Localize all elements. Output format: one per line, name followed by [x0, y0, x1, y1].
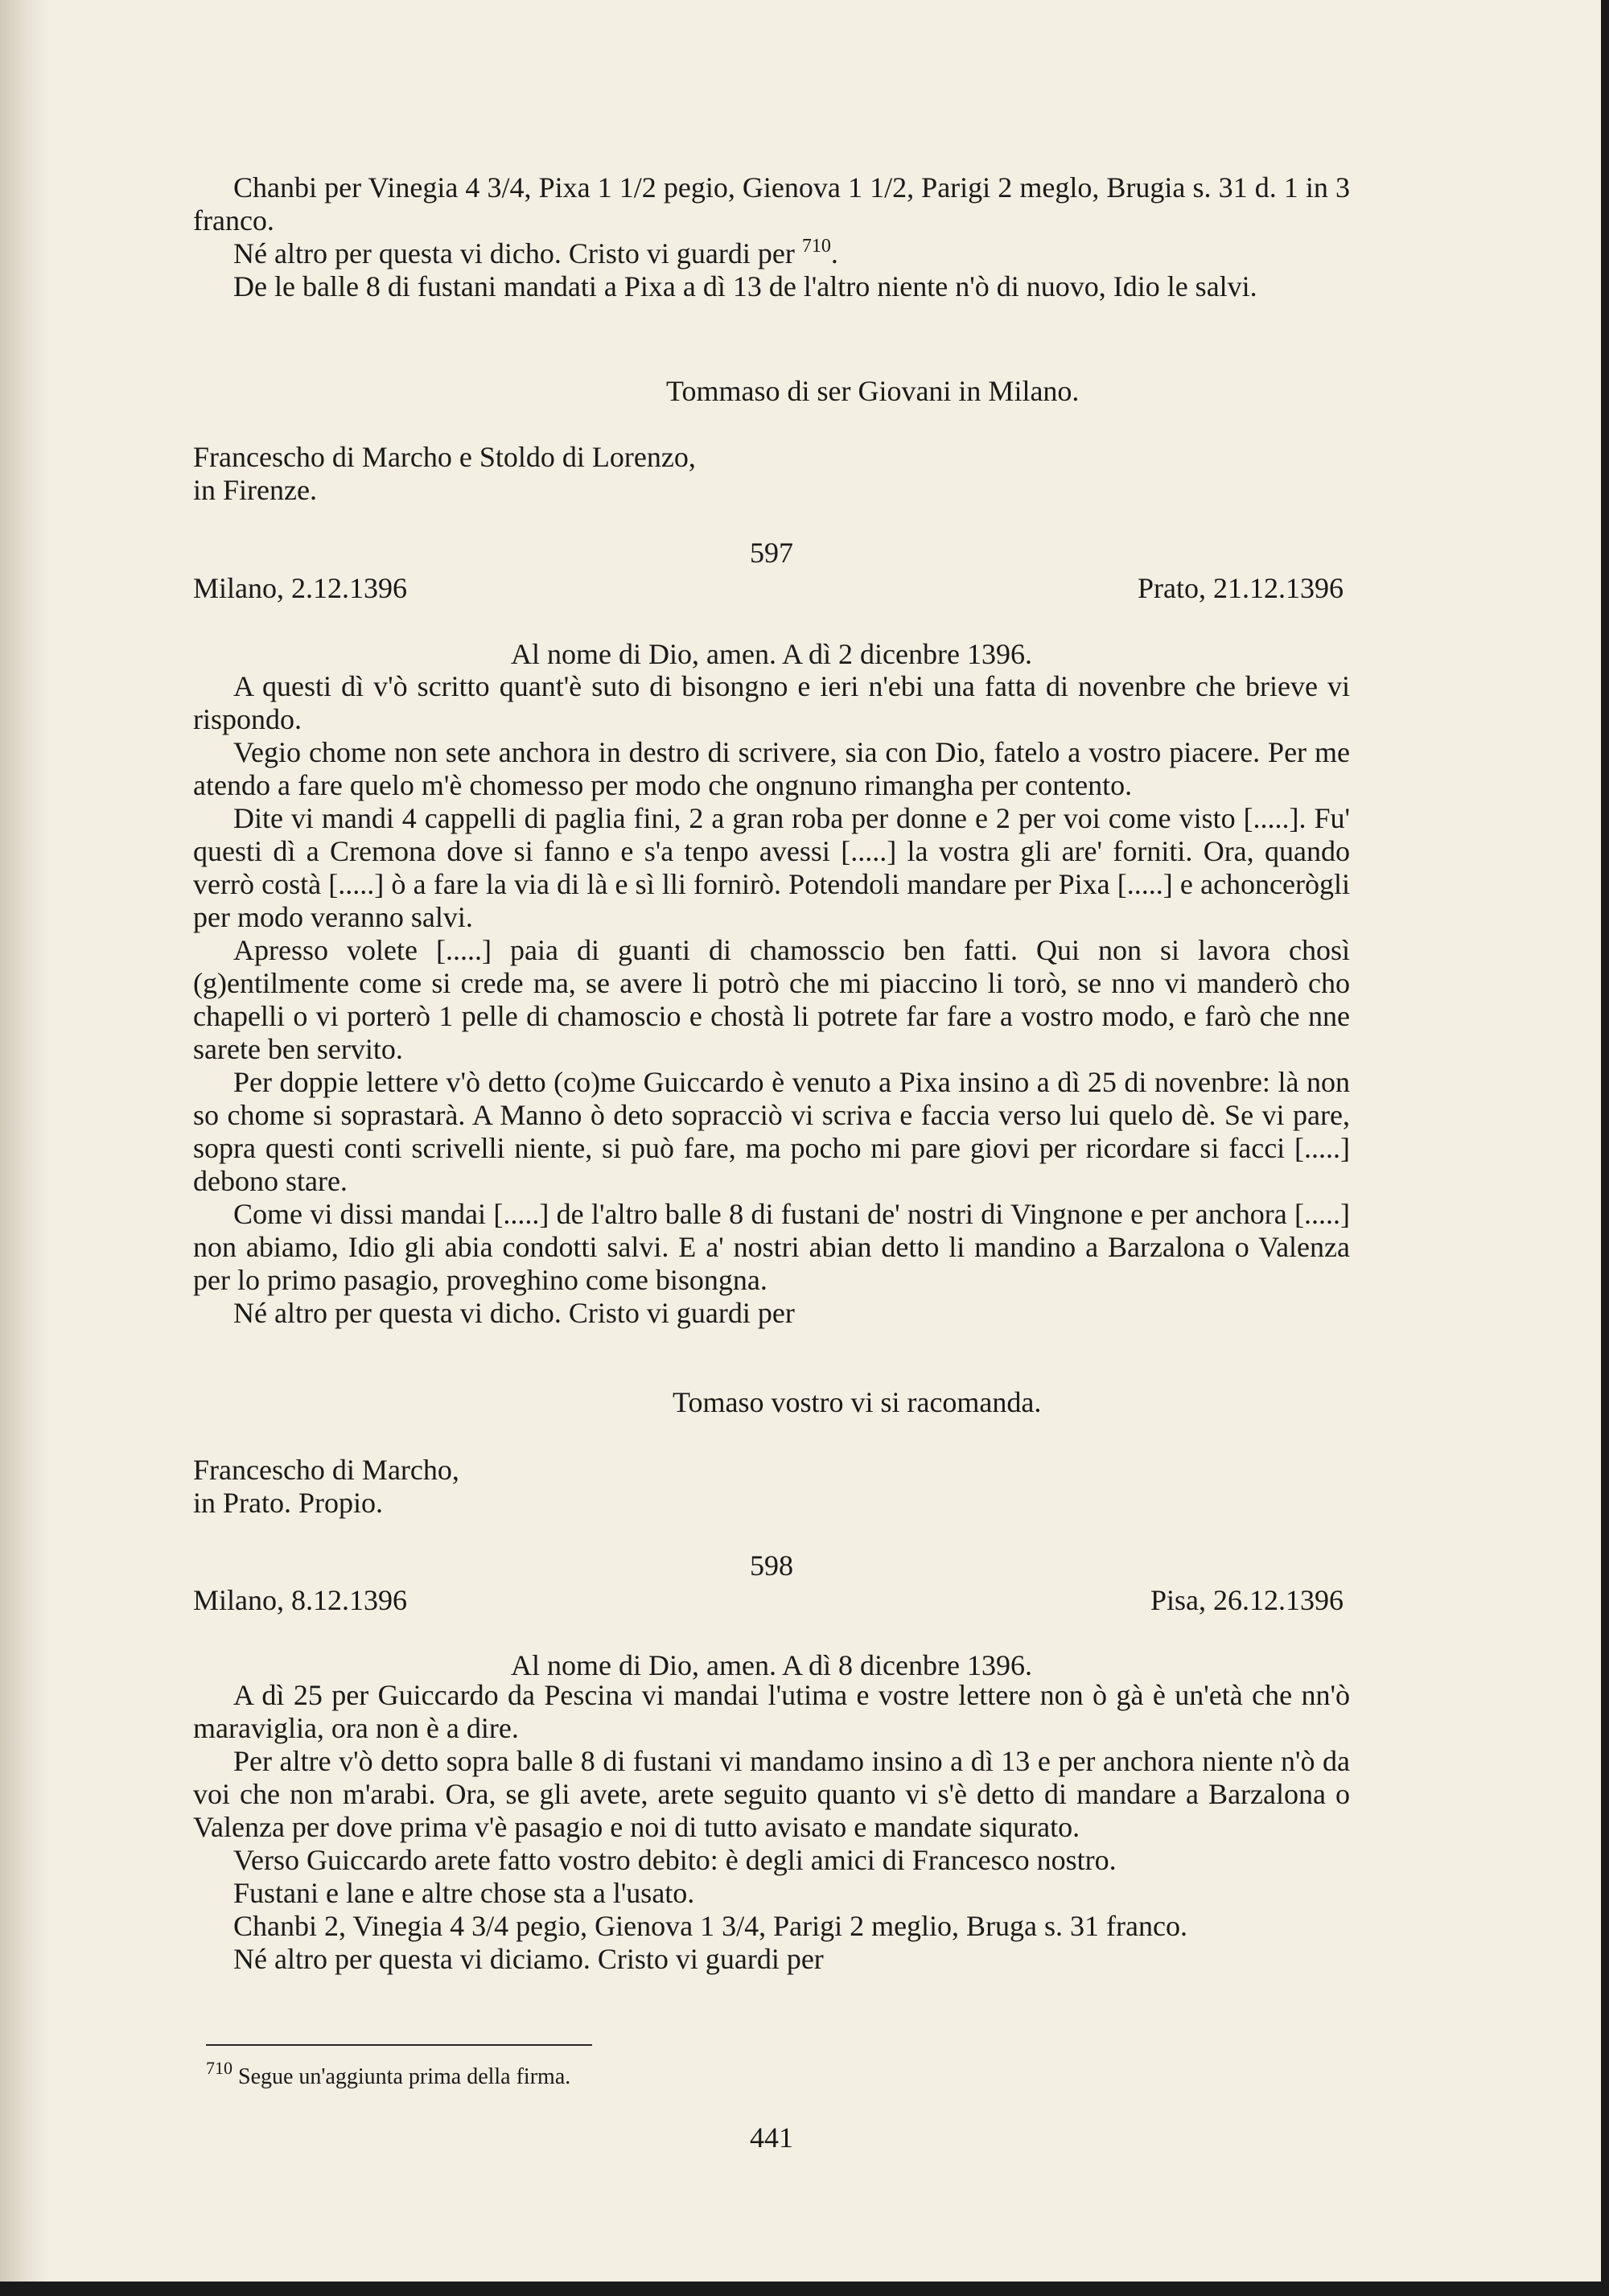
letter-from: Milano, 2.12.1396	[193, 572, 407, 604]
address-line: in Firenze.	[193, 474, 317, 506]
address-line: Francescho di Marcho e Stoldo di Lorenzo,	[193, 441, 696, 473]
paragraph: A dì 25 per Guiccardo da Pescina vi mandai l'utima e vostre lettere non ò gà è un'età che nn'ò maraviglia, ora non è a dire.	[193, 1679, 1350, 1744]
signature: Tommaso di ser Giovani in Milano.	[666, 375, 1080, 407]
footnote-reference: 710	[801, 236, 831, 257]
paragraph: A questi dì v'ò scritto quant'è suto di bisongno e ieri n'ebi una fatta di novenbre che brieve vi rispondo.	[193, 670, 1350, 735]
page-gutter-shadow	[0, 0, 48, 2282]
page-number: 441	[750, 2121, 793, 2154]
paragraph: Dite vi mandi 4 cappelli di paglia fini, 2 a gran roba per donne e 2 per voi come visto [.....]. Fu' questi dì a Cremona dove si fanno e s'a tenpo avessi [.....] la vostra gli are' forniti. Ora, quando verrò costà [.....] ò a fare la via di là e sì lli fornirò. Potendoli mandare per Pixa [.....] e achoncerògli per modo veranno salvi.	[193, 802, 1350, 933]
footnote-text: Segue un'aggiunta prima della firma.	[238, 2064, 571, 2089]
paragraph: Per doppie lettere v'ò detto (co)me Guiccardo è venuto a Pixa insino a dì 25 di novenbre: là non so chome si soprastarà. A Manno ò deto sopracciò vi scriva e faccia verso lui quelo dè. Se vi pare, sopra questi conti scrivelli niente, si può fare, ma pocho mi pare giovi per ricordare si facci [.....] debono stare.	[193, 1066, 1350, 1197]
letter-number: 597	[750, 537, 793, 569]
letter-header	[193, 1583, 1344, 1617]
footnote	[206, 2058, 571, 2090]
address-line: Francescho di Marcho,	[193, 1454, 459, 1486]
letter-to: Prato, 21.12.1396	[1138, 572, 1344, 604]
salutation: Al nome di Dio, amen. A dì 2 dicenbre 1396.	[511, 638, 1032, 670]
footnote-divider	[206, 2044, 592, 2046]
footnote-mark: 710	[206, 2058, 233, 2078]
letter-number: 598	[750, 1549, 793, 1582]
letter-body	[193, 670, 1350, 1330]
paragraph: Chanbi 2, Vinegia 4 3/4 pegio, Gienova 1 3/4, Parigi 2 meglio, Bruga s. 31 franco.	[233, 1910, 1187, 1942]
paragraph: Come vi dissi mandai [.....] de l'altro balle 8 di fustani de' nostri di Vingnone e per anchora [.....] non abiamo, Idio gli abia condotti salvi. E a' nostri abian detto li mandino a Barzalona o Valenza per lo primo pasagio, proveghino come bisongna.	[193, 1198, 1350, 1296]
letter-to: Pisa, 26.12.1396	[1150, 1584, 1344, 1616]
letter-from: Milano, 8.12.1396	[193, 1584, 407, 1616]
paragraph: Né altro per questa vi dicho. Cristo vi guardi per	[233, 1297, 795, 1329]
letter-header	[193, 571, 1344, 605]
letter-body	[193, 1679, 1350, 1976]
paragraph: Vegio chome non sete anchora in destro di scrivere, sia con Dio, fatelo a vostro piacere. Per me atendo a fare quelo m'è chomesso per modo che ongnuno rimangha per contento.	[193, 736, 1350, 801]
paragraph: Chanbi per Vinegia 4 3/4, Pixa 1 1/2 pegio, Gienova 1 1/2, Parigi 2 meglo, Brugia s. 31 d. 1 in 3 franco.	[193, 171, 1350, 237]
address	[193, 441, 1350, 507]
salutation: Al nome di Dio, amen. A dì 8 dicenbre 1396.	[511, 1649, 1032, 1681]
paragraph: Fustani e lane e altre chose sta a l'usato.	[233, 1877, 695, 1909]
paragraph: Né altro per questa vi diciamo. Cristo vi guardi per	[233, 1943, 824, 1975]
paragraph: De le balle 8 di fustani mandati a Pixa a dì 13 de l'altro niente n'ò di nuovo, Idio le salvi.	[233, 270, 1257, 302]
paragraph: Per altre v'ò detto sopra balle 8 di fustani vi mandamo insino a dì 13 e per anchora niente n'ò da voi che non m'arabi. Ora, se gli avete, arete seguito quanto vi s'è detto di mandare a Barzalona o Valenza per dove prima v'è pasagio e noi di tutto avisato e mandate siqurato.	[193, 1745, 1350, 1843]
signature: Tomaso vostro vi si racomanda.	[673, 1386, 1042, 1418]
paragraph: Verso Guiccardo arete fatto vostro debito: è degli amici di Francesco nostro.	[233, 1844, 1117, 1876]
address	[193, 1454, 1350, 1520]
paragraph: Né altro per questa vi dicho. Cristo vi guardi per $^{710}$.	[233, 236, 838, 270]
paragraph: Apresso volete [.....] paia di guanti di chamosscio ben fatti. Qui non si lavora chosì (g)entilmente come si crede ma, se avere li potrò che mi piaccino li torò, se nno vi manderò cho chapelli o vi porterò 1 pelle di chamoscio e chostà li potrete far fare a vostro modo, e farò che nne sarete ben servito.	[193, 934, 1350, 1065]
address-line: in Prato. Propio.	[193, 1487, 384, 1519]
